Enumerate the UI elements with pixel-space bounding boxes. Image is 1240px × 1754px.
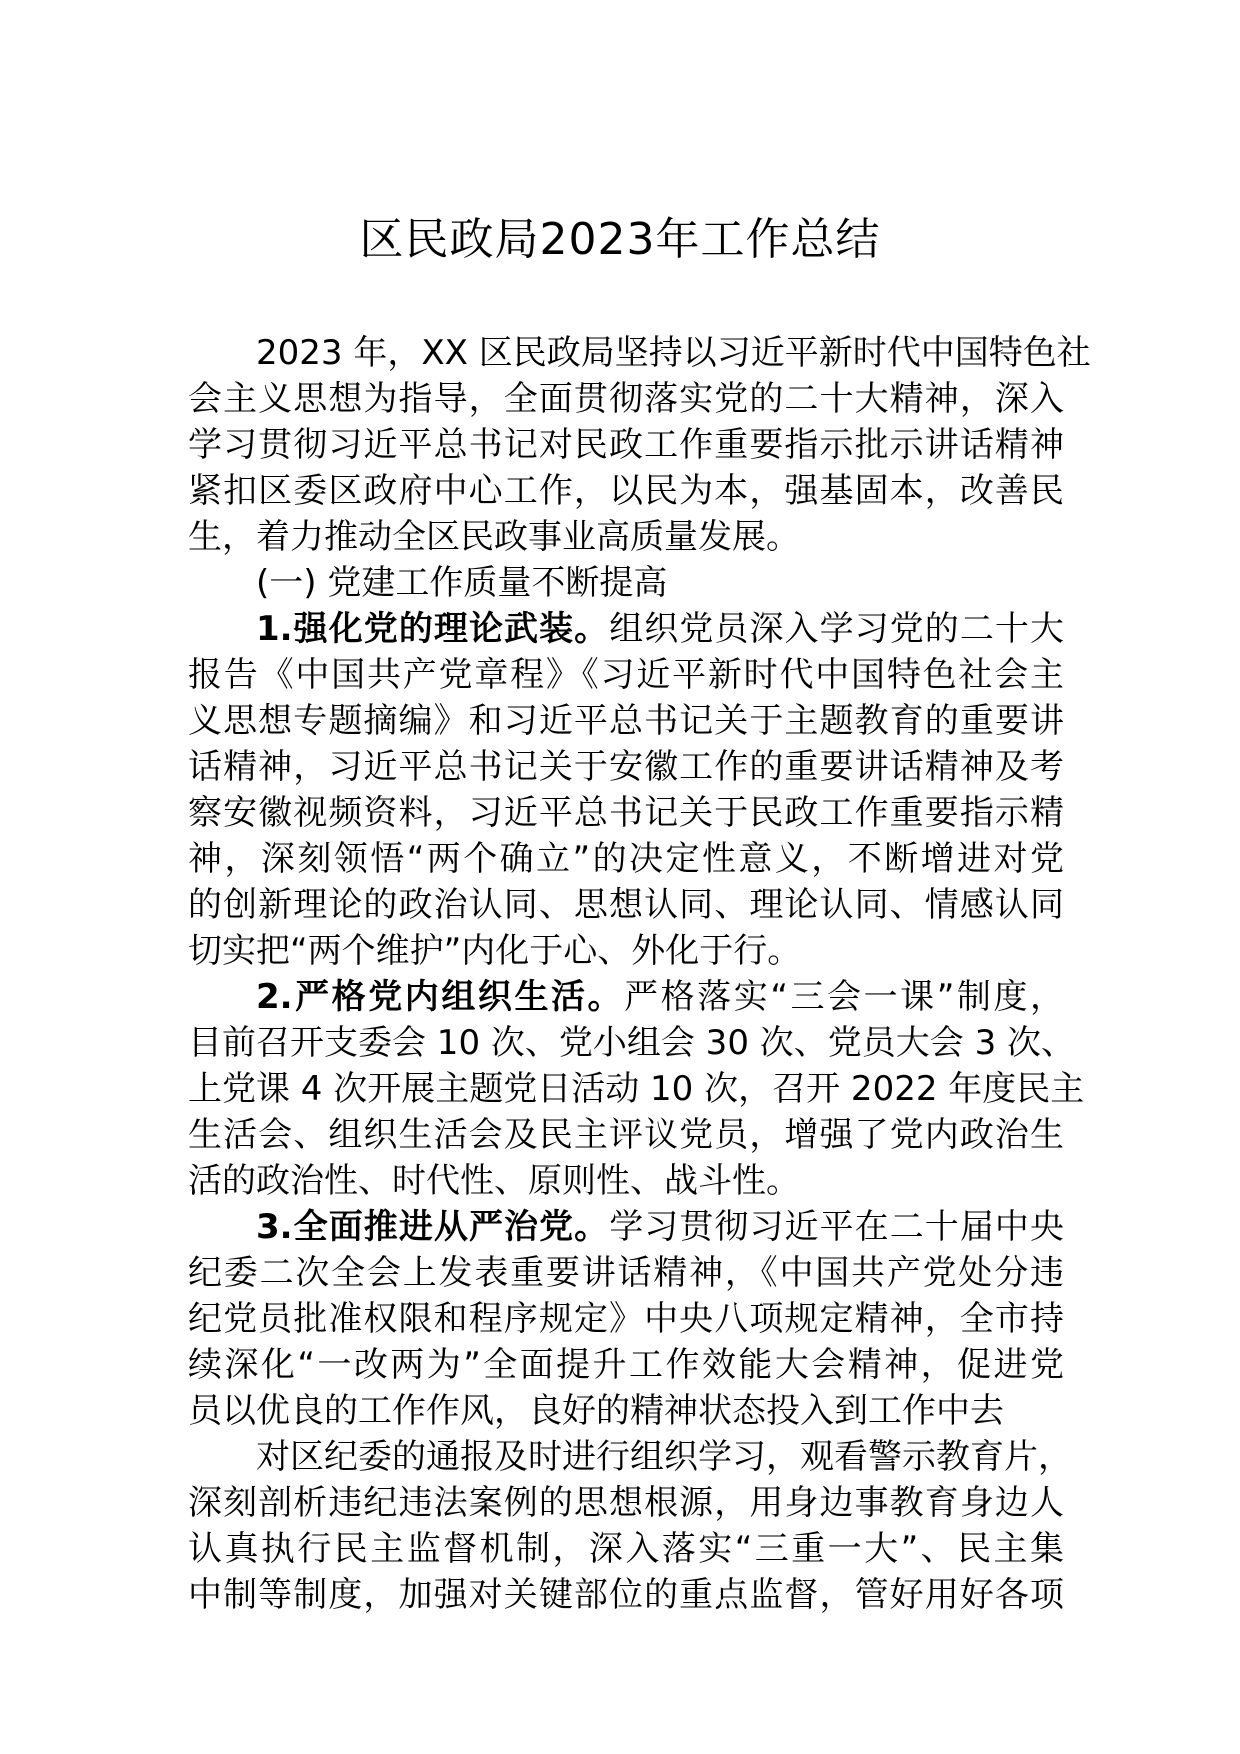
paragraph-3-first-line xyxy=(188,1204,1064,1250)
text-line: 纪委二次全会上发表重要讲话精神，《中国共产党处分违 xyxy=(188,1253,1064,1293)
paragraph-3-heading: 3.全面推进从严治党。 xyxy=(256,1207,610,1247)
text-line: 对区纪委的通报及时进行组织学习，观看警示教育片， xyxy=(256,1437,1072,1477)
text-line: 话精神，习近平总书记关于安徽工作的重要讲话精神及考 xyxy=(188,747,1064,787)
text-line: 活的政治性、时代性、原则性、战斗性。 xyxy=(188,1161,800,1201)
paragraph-1-text: 组织党员深入学习党的二十大 xyxy=(609,609,1064,649)
text-line: 纪党员批准权限和程序规定》中央八项规定精神，全市持 xyxy=(188,1299,1064,1339)
text-line: 紧扣区委区政府中心工作，以民为本，强基固本，改善民 xyxy=(188,471,1064,511)
text-line: 认真执行民主监督机制，深入落实“三重一大”、民主集 xyxy=(188,1529,1064,1569)
text-line: 察安徽视频资料，习近平总书记关于民政工作重要指示精 xyxy=(188,793,1064,833)
text-line: 生，着力推动全区民政事业高质量发展。 xyxy=(188,517,800,557)
text-line: 深刻剖析违纪违法案例的思想根源，用身边事教育身边人 xyxy=(188,1483,1064,1523)
text-line: 中制等制度，加强对关键部位的重点监督，管好用好各项 xyxy=(188,1575,1064,1615)
paragraph-2-heading: 2.严格党内组织生活。 xyxy=(256,977,625,1017)
text-line: 续深化“一改两为”全面提升工作效能大会精神，促进党 xyxy=(188,1345,1064,1385)
document-title: 区民政局2023年工作总结 xyxy=(359,214,881,265)
text-line: 学习贯彻习近平总书记对民政工作重要指示批示讲话精神 xyxy=(188,425,1064,465)
text-line: 的创新理论的政治认同、思想认同、理论认同、情感认同 xyxy=(188,885,1064,925)
paragraph-2-first-line xyxy=(188,974,1064,1020)
text-line: 义思想专题摘编》和习近平总书记关于主题教育的重要讲 xyxy=(188,701,1064,741)
text-line: 神，深刻领悟“两个确立”的决定性意义，不断增进对党 xyxy=(188,839,1064,879)
document-body xyxy=(188,330,1091,1618)
paragraph-1-heading: 1.强化党的理论武装。 xyxy=(256,609,610,649)
text-line: 上党课 4 次开展主题党日活动 10 次，召开 2022 年度民主 xyxy=(188,1069,1085,1109)
paragraph-3-text: 学习贯彻习近平在二十届中央 xyxy=(609,1207,1064,1247)
paragraph-2-text: 严格落实“三会一课”制度， xyxy=(624,977,1065,1017)
text-line: 报告《中国共产党章程》《习近平新时代中国特色社会主 xyxy=(188,655,1064,695)
text-line: 会主义思想为指导，全面贯彻落实党的二十大精神，深入 xyxy=(188,379,1064,419)
text-line: 目前召开支委会 10 次、党小组会 30 次、党员大会 3 次、 xyxy=(188,1023,1076,1063)
paragraph-1-first-line xyxy=(188,606,1064,652)
text-line: 2023 年，XX 区民政局坚持以习近平新时代中国特色社 xyxy=(256,333,1091,373)
text-line: 切实把“两个维护”内化于心、外化于行。 xyxy=(188,931,802,971)
text-line: 生活会、组织生活会及民主评议党员，增强了党内政治生 xyxy=(188,1115,1064,1155)
section-heading: (一) 党建工作质量不断提高 xyxy=(256,563,668,603)
text-line: 员以优良的工作作风，良好的精神状态投入到工作中去 xyxy=(188,1391,1004,1431)
